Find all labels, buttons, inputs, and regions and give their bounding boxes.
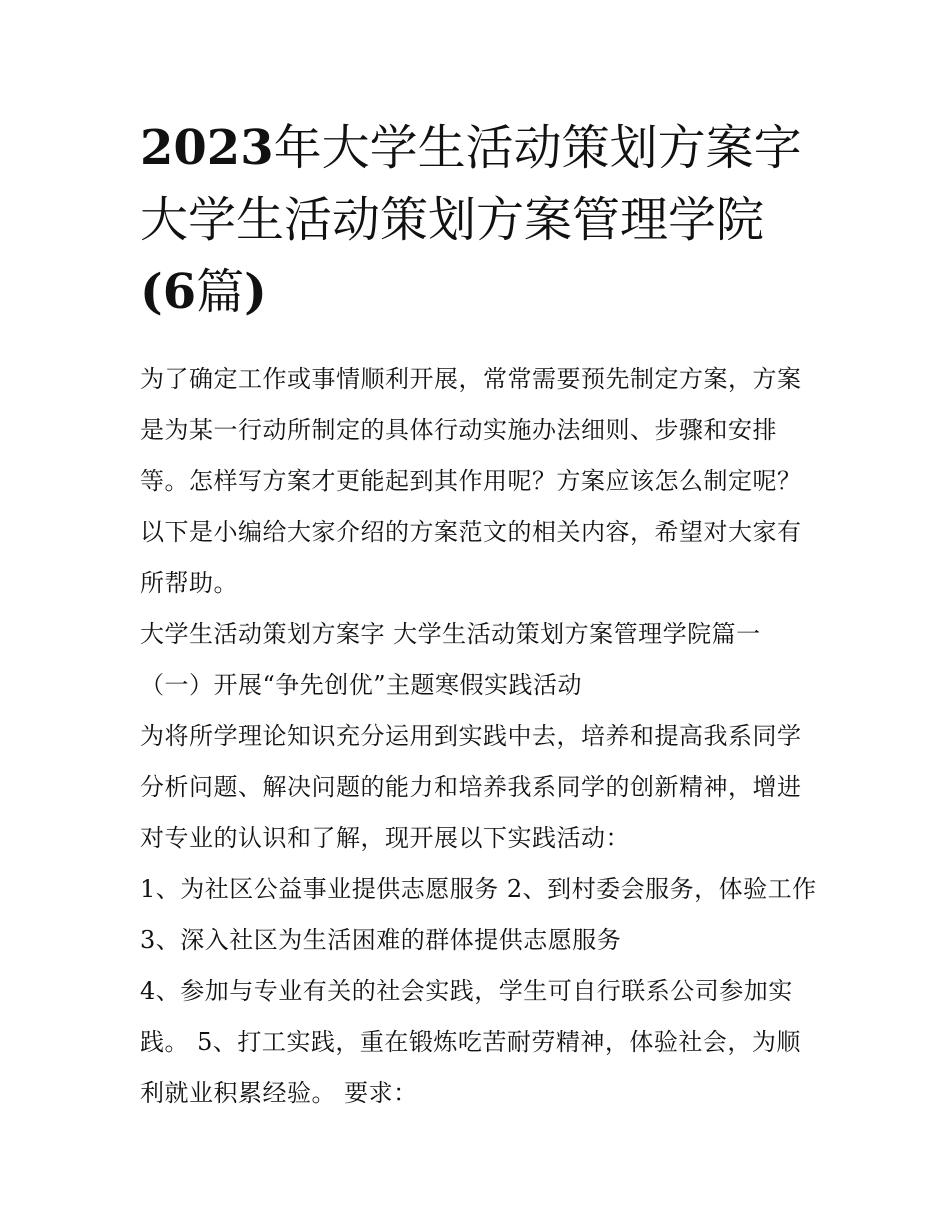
intro-paragraph: 为了确定工作或事情顺利开展，常常需要预先制定方案，方案是为某一行动所制定的具体行动实施办法细则、步骤和安排等。怎样写方案才更能起到其作用呢？方案应该怎么制定呢？以下是小编给大家介绍的方案范文的相关内容，希望对大家有所帮助。: [140, 365, 802, 597]
title-line-3: (6篇): [140, 264, 267, 320]
title-line-2: 大学生活动策划方案管理学院: [140, 192, 765, 248]
title-line-1: 2023年大学生活动策划方案字: [140, 120, 802, 176]
title-line-1-text: 年大学生活动策划方案字: [273, 120, 802, 176]
activity-list-1: 1、为社区公益事业提供志愿服务 2、到村委会服务，体验工作 3、深入社区为生活困难的群体提供志愿服务: [140, 875, 817, 954]
subsection-heading: （一）开展“争先创优”主题寒假实践活动: [140, 671, 583, 699]
section-heading: 大学生活动策划方案字 大学生活动策划方案管理学院篇一: [140, 620, 761, 648]
document-page: [140, 112, 820, 1119]
activity-list-2: 4、参加与专业有关的社会实践，学生可自行联系公司参加实践。 5、打工实践，重在锻炼吃苦耐劳精神，体验社会，为顺利就业积累经验。 要求：: [140, 977, 801, 1107]
document-title: [140, 112, 820, 328]
purpose-paragraph: 为将所学理论知识充分运用到实践中去，培养和提高我系同学分析问题、解决问题的能力和培养我系同学的创新精神，增进对专业的认识和了解，现开展以下实践活动：: [140, 722, 802, 852]
